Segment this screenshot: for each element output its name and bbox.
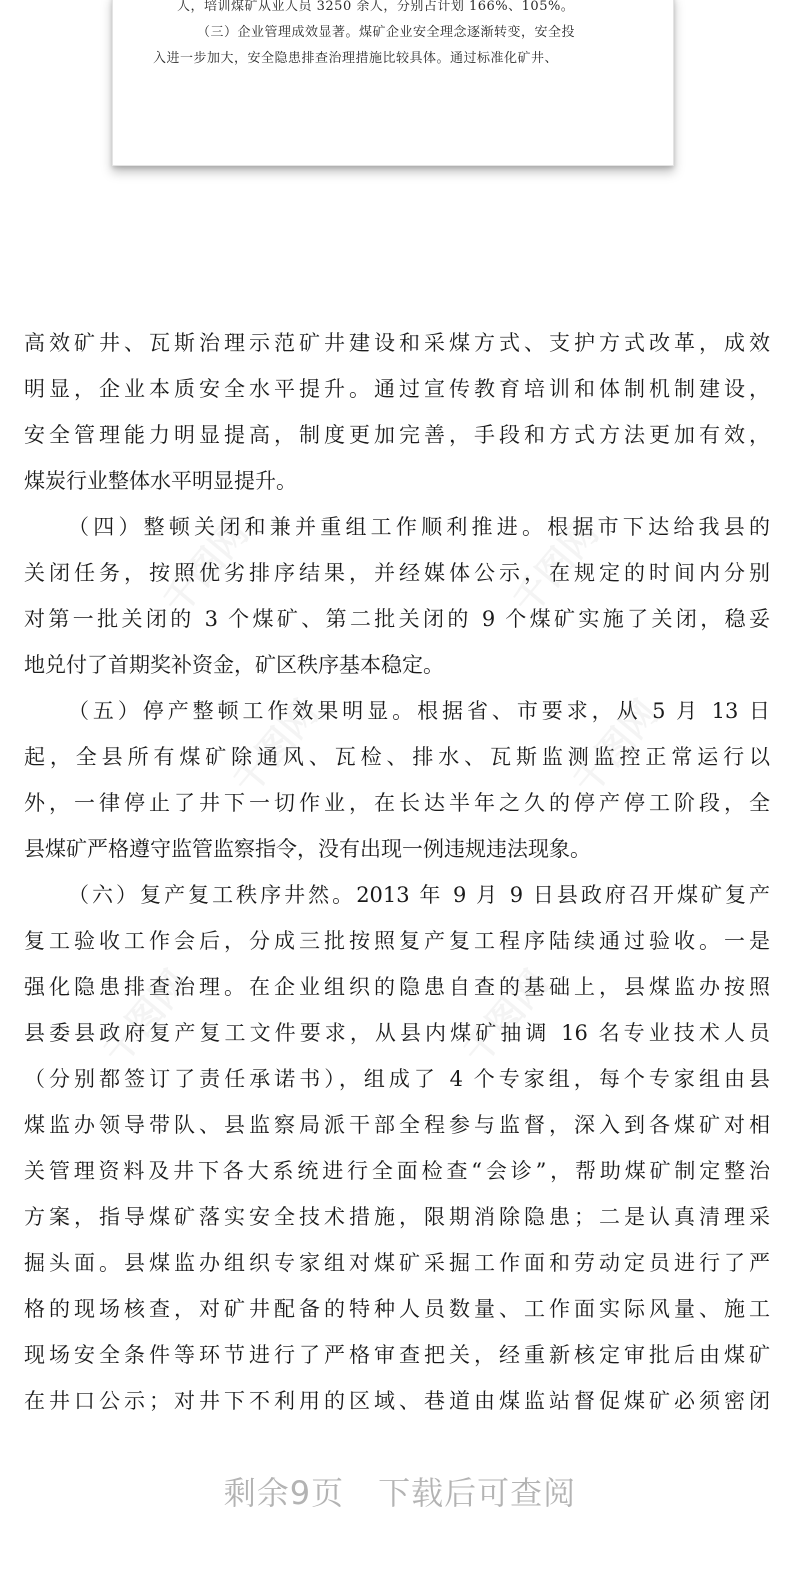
text-line: 煤监办领导带队、县监察局派干部全程参与监督，深入到各煤矿对相 bbox=[24, 1113, 770, 1137]
text-line: 对第一批关闭的 3 个煤矿、第二批关闭的 9 个煤矿实施了关闭，稳妥 bbox=[24, 607, 770, 631]
text-line: 明显，企业本质安全水平提升。通过宣传教育培训和体制机制建设， bbox=[24, 377, 770, 401]
watermark: 千图网 bbox=[505, 512, 607, 622]
text-line: 起，全县所有煤矿除通风、瓦检、排水、瓦斯监测监控正常运行以 bbox=[24, 745, 770, 769]
document-body bbox=[24, 320, 770, 1424]
watermark: 千图网 bbox=[565, 692, 667, 802]
text-line: 关闭任务，按照优劣排序结果，并经媒体公示，在规定的时间内分别 bbox=[24, 561, 770, 585]
watermark: 千图网 bbox=[95, 962, 197, 1072]
text-line: 高效矿井、瓦斯治理示范矿井建设和采煤方式、支护方式改革，成效 bbox=[24, 331, 770, 355]
text-line: 县煤矿严格遵守监管监察指令，没有出现一例违规违法现象。 bbox=[24, 837, 591, 861]
text-line: 县委县政府复产复工文件要求，从县内煤矿抽调 16 名专业技术人员 bbox=[24, 1021, 770, 1045]
text-line: 复工验收工作会后，分成三批按照复产复工程序陆续通过验收。一是 bbox=[24, 929, 770, 953]
text-line: 安全管理能力明显提高，制度更加完善，手段和方式方法更加有效， bbox=[24, 423, 770, 447]
text-line: 煤炭行业整体水平明显提升。 bbox=[24, 469, 297, 493]
text-line: 方案，指导煤矿落实安全技术措施，限期消除隐患；二是认真清理采 bbox=[24, 1205, 770, 1229]
preview-line: 入进一步加大，安全隐患排查治理措施比较具体。通过标准化矿井、 bbox=[153, 51, 559, 66]
text-line: （分别都签订了责任承诺书），组成了 4 个专家组，每个专家组由县 bbox=[24, 1067, 770, 1091]
text-line: （五）停产整顿工作效果明显。根据省、市要求，从 5 月 13 日 bbox=[68, 699, 770, 723]
preview-page-card bbox=[112, 0, 674, 166]
text-line: 地兑付了首期奖补资金，矿区秩序基本稳定。 bbox=[24, 653, 444, 677]
watermark: 千图网 bbox=[225, 692, 327, 802]
text-line: 强化隐患排查治理。在企业组织的隐患自查的基础上，县煤监办按照 bbox=[24, 975, 770, 999]
preview-line: 人，培训煤矿从业人员 3250 余人，分别占计划 166%、105%。 bbox=[177, 0, 575, 14]
download-to-view-label: 下载后可查阅 bbox=[378, 1474, 577, 1512]
remaining-pages-label: 剩余9页 bbox=[223, 1474, 345, 1512]
text-line: 在井口公示；对井下不利用的区域、巷道由煤监站督促煤矿必须密闭 bbox=[24, 1389, 770, 1413]
text-line: 掘头面。县煤监办组织专家组对煤矿采掘工作面和劳动定员进行了严 bbox=[24, 1251, 770, 1275]
text-line: 外，一律停止了井下一切作业，在长达半年之久的停产停工阶段，全 bbox=[24, 791, 770, 815]
preview-line: （三）企业管理成效显著。煤矿企业安全理念逐渐转变，安全投 bbox=[197, 25, 576, 40]
text-line: 现场安全条件等环节进行了严格审查把关，经重新核定审批后由煤矿 bbox=[24, 1343, 770, 1367]
text-line: 关管理资料及井下各大系统进行全面检查“会诊”，帮助煤矿制定整治 bbox=[24, 1159, 770, 1183]
text-line: （四）整顿关闭和兼并重组工作顺利推进。根据市下达给我县的 bbox=[68, 515, 770, 539]
text-line: （六）复产复工秩序井然。2013 年 9 月 9 日县政府召开煤矿复产 bbox=[68, 883, 770, 907]
text-line: 格的现场核查，对矿井配备的特种人员数量、工作面实际风量、施工 bbox=[24, 1297, 770, 1321]
download-prompt[interactable] bbox=[0, 1468, 800, 1514]
watermark: 千图网 bbox=[455, 962, 557, 1072]
watermark: 千图网 bbox=[155, 512, 257, 622]
